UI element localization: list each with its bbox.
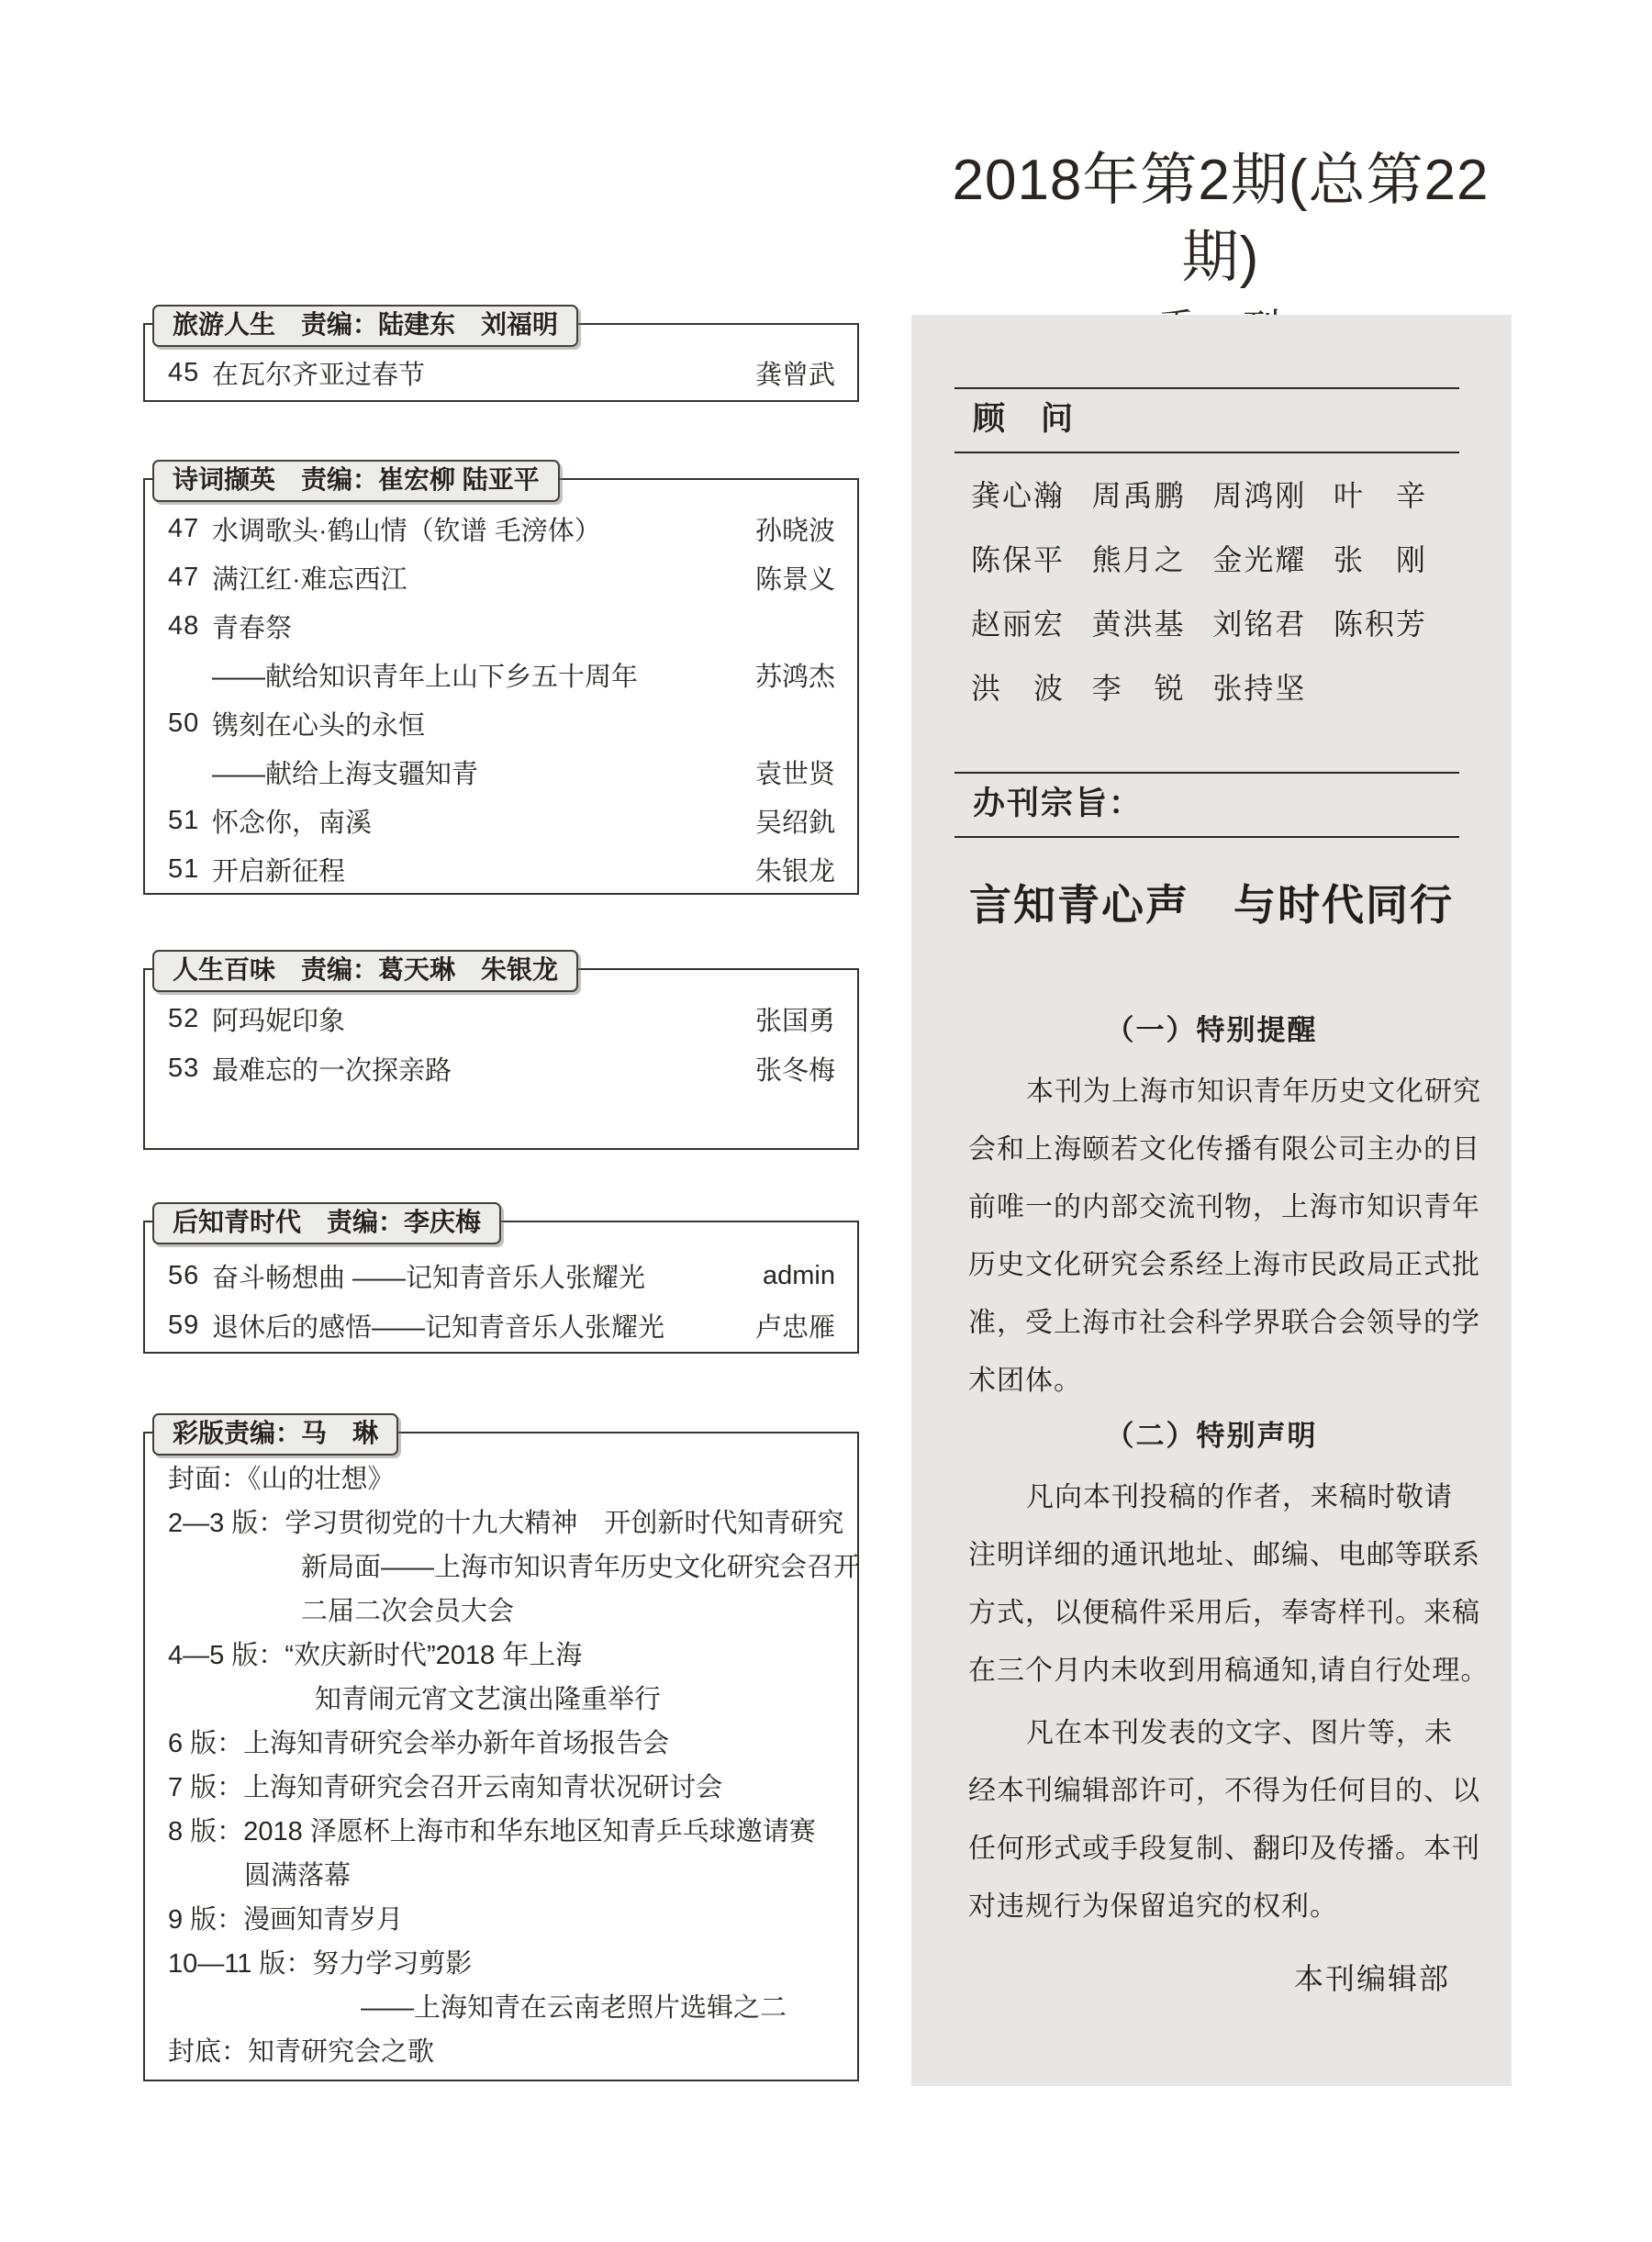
paragraph-line: 前唯一的内部交流刊物，上海市知识青年 — [968, 1192, 1480, 1222]
advisor-row — [971, 463, 1434, 528]
toc-row — [145, 699, 857, 748]
advisors-header — [954, 387, 1459, 453]
article-title: 阿玛妮印象 — [212, 1006, 346, 1036]
article-author: 孙晓波 — [754, 517, 835, 546]
section-box-poetry — [143, 465, 859, 895]
advisor-name: 金光耀 — [1212, 543, 1307, 576]
section-tab-life: 人生百味 责编：葛天琳 朱银龙 — [152, 950, 578, 992]
advisor-name: 周禹鹏 — [1091, 479, 1186, 512]
article-title: 满江红·难忘西江 — [212, 565, 407, 595]
paragraph-line: 在三个月内未收到用稿通知,请自行处理。 — [968, 1656, 1490, 1686]
color-page-row: 新局面——上海市知识青年历史文化研究会召开 — [301, 1553, 861, 1582]
article-author: admin — [763, 1260, 835, 1290]
article-author: 吴绍釚 — [754, 809, 835, 838]
article-title: 开启新征程 — [212, 857, 346, 887]
issue-line: 2018年第2期(总第22期) — [952, 149, 1490, 289]
article-author: 张国勇 — [754, 1006, 835, 1036]
color-page-row: ——上海知青在云南老照片选辑之二 — [361, 1993, 787, 2023]
page-number: 47 — [168, 514, 200, 543]
color-page-row: 2—3 版：学习贯彻党的十九大精神 开创新时代知青研究 — [168, 1509, 844, 1538]
article-author: 卢忠雁 — [754, 1312, 835, 1343]
page-number: 48 — [168, 611, 200, 641]
paragraph-line: 方式，以便稿件采用后，奉寄样刊。来稿 — [968, 1598, 1480, 1628]
mission-slogan: 言知青心声 与时代同行 — [969, 881, 1454, 929]
color-page-row: 6 版：上海知青研究会举办新年首场报告会 — [168, 1729, 670, 1758]
article-author: 龚曾武 — [754, 360, 835, 390]
section-box-travel — [143, 310, 859, 402]
color-page-row: 二届二次会员大会 — [301, 1597, 515, 1626]
page-number: 53 — [168, 1053, 200, 1083]
color-page-row: 知青闹元宵文艺演出隆重举行 — [315, 1685, 662, 1714]
page-number: 51 — [168, 806, 200, 835]
article-title: 水调歌头·鹤山情（钦谱 毛滂体） — [212, 517, 601, 546]
page-number: 45 — [168, 357, 200, 387]
page-number: 59 — [168, 1310, 200, 1340]
advisor-name: 张 刚 — [1333, 543, 1427, 576]
toc-row — [145, 352, 857, 393]
advisor-name: 黄洪基 — [1091, 608, 1186, 641]
notice1-paragraph — [968, 1063, 1481, 1410]
editorial-signature: 本刊编辑部 — [1293, 1962, 1450, 1995]
advisor-row — [971, 656, 1434, 720]
section-box-life — [143, 955, 859, 1150]
color-page-row: 9 版：漫画知青岁月 — [168, 1905, 404, 1935]
color-page-row: 8 版：2018 泽愿杯上海市和华东地区知青乒乓球邀请赛 — [168, 1817, 816, 1846]
color-page-row: 封底：知青研究会之歌 — [168, 2037, 435, 2067]
paragraph-line: 会和上海颐若文化传播有限公司主办的目 — [968, 1134, 1480, 1165]
notice2-title: （二）特别声明 — [1105, 1420, 1318, 1452]
toc-row — [145, 845, 857, 894]
page-number: 47 — [168, 563, 200, 592]
advisor-name: 陈保平 — [971, 543, 1066, 576]
advisor-name: 周鸿刚 — [1212, 479, 1307, 512]
section-tab-poetry: 诗词撷英 责编：崔宏柳 陆亚平 — [152, 460, 560, 502]
advisor-name: 赵丽宏 — [971, 608, 1066, 641]
page-number: 56 — [168, 1260, 200, 1290]
section-tab-color-pages: 彩版责编：马 琳 — [152, 1413, 398, 1456]
toc-row — [145, 994, 857, 1043]
article-author: 袁世贤 — [754, 760, 835, 789]
notice2-paragraph — [968, 1468, 1490, 1700]
advisor-name: 陈积芳 — [1333, 608, 1427, 641]
advisor-name: 熊月之 — [1091, 543, 1186, 576]
toc-row — [145, 1043, 857, 1093]
section-tab-post-zhiqing: 后知青时代 责编：李庆梅 — [152, 1202, 501, 1244]
toc-row — [145, 602, 857, 651]
section-box-color-pages — [143, 1419, 861, 2081]
article-author: 朱银龙 — [754, 857, 835, 887]
article-author: 陈景义 — [754, 565, 835, 595]
paragraph-line: 准，受上海市社会科学界联合会领导的学 — [968, 1308, 1480, 1338]
advisor-row — [971, 528, 1434, 592]
toc-row — [145, 748, 857, 797]
toc-row — [145, 505, 857, 553]
advisor-name: 张持坚 — [1212, 672, 1307, 705]
advisor-name-grid — [971, 463, 1434, 720]
article-title: 在瓦尔齐亚过春节 — [212, 360, 426, 390]
article-title: 退休后的感悟——记知青音乐人张耀光 — [212, 1312, 665, 1343]
article-title: ——献给知识青年上山下乡五十周年 — [212, 663, 639, 692]
color-page-row: 4—5 版：“欢庆新时代”2018 年上海 — [168, 1641, 583, 1670]
mission-header — [954, 772, 1459, 838]
article-author: 张冬梅 — [754, 1055, 835, 1086]
article-title: 奋斗畅想曲 ——记知青音乐人张耀光 — [212, 1263, 646, 1293]
advisor-name: 李 锐 — [1091, 672, 1186, 705]
advisor-row — [971, 592, 1434, 656]
toc-row — [145, 553, 857, 602]
notice1-title: （一）特别提醒 — [1105, 1014, 1318, 1046]
paragraph-line: 对违规行为保留追究的权利。 — [968, 1891, 1338, 1922]
page-number: 52 — [168, 1003, 200, 1033]
article-author: 苏鸿杰 — [754, 663, 835, 692]
color-page-row: 圆满落幕 — [244, 1861, 352, 1891]
page-number: 50 — [168, 708, 200, 738]
notice3-paragraph — [968, 1704, 1480, 1935]
color-page-row: 封面：《山的壮想》 — [168, 1465, 395, 1494]
section-tab-travel: 旅游人生 责编：陆建东 刘福明 — [152, 305, 578, 347]
advisor-name: 龚心瀚 — [971, 479, 1066, 512]
article-title: 最难忘的一次探亲路 — [212, 1055, 452, 1086]
paragraph-line: 注明详细的通讯地址、邮编、电邮等联系 — [968, 1540, 1480, 1570]
section-box-post-zhiqing — [143, 1208, 859, 1354]
paragraph-line: 历史文化研究会系经上海市民政局正式批 — [968, 1250, 1480, 1280]
toc-row — [145, 651, 857, 699]
color-page-row: 7 版：上海知青研究会召开云南知青状况研讨会 — [168, 1773, 723, 1802]
advisor-name: 叶 辛 — [1333, 479, 1427, 512]
article-title: 镌刻在心头的永恒 — [212, 711, 426, 741]
paragraph-line: 任何形式或手段复制、翻印及传播。本刊 — [968, 1834, 1480, 1864]
advisor-name: 刘铭君 — [1212, 608, 1307, 641]
article-title: 怀念你，南溪 — [212, 809, 373, 838]
toc-row — [145, 797, 857, 845]
mission-heading: 办刊宗旨： — [973, 786, 1144, 821]
page-number: 51 — [168, 854, 200, 884]
toc-row — [145, 1300, 857, 1350]
color-page-row: 10—11 版：努力学习剪影 — [168, 1949, 473, 1979]
advisors-heading: 顾 问 — [973, 401, 1076, 437]
article-title: 青春祭 — [212, 614, 293, 643]
paragraph-line: 术团体。 — [968, 1366, 1082, 1396]
article-title: ——献给上海支疆知青 — [212, 760, 479, 789]
paragraph-line: 凡向本刊投稿的作者，来稿时敬请 — [1026, 1482, 1453, 1512]
paragraph-line: 凡在本刊发表的文字、图片等，未 — [1026, 1718, 1453, 1748]
advisor-name — [1334, 656, 1434, 720]
toc-row — [145, 1251, 857, 1300]
paragraph-line: 经本刊编辑部许可，不得为任何目的、以 — [968, 1776, 1480, 1806]
paragraph-line: 本刊为上海市知识青年历史文化研究 — [1026, 1076, 1481, 1107]
advisor-name: 洪 波 — [971, 672, 1066, 705]
info-panel — [911, 315, 1512, 2086]
